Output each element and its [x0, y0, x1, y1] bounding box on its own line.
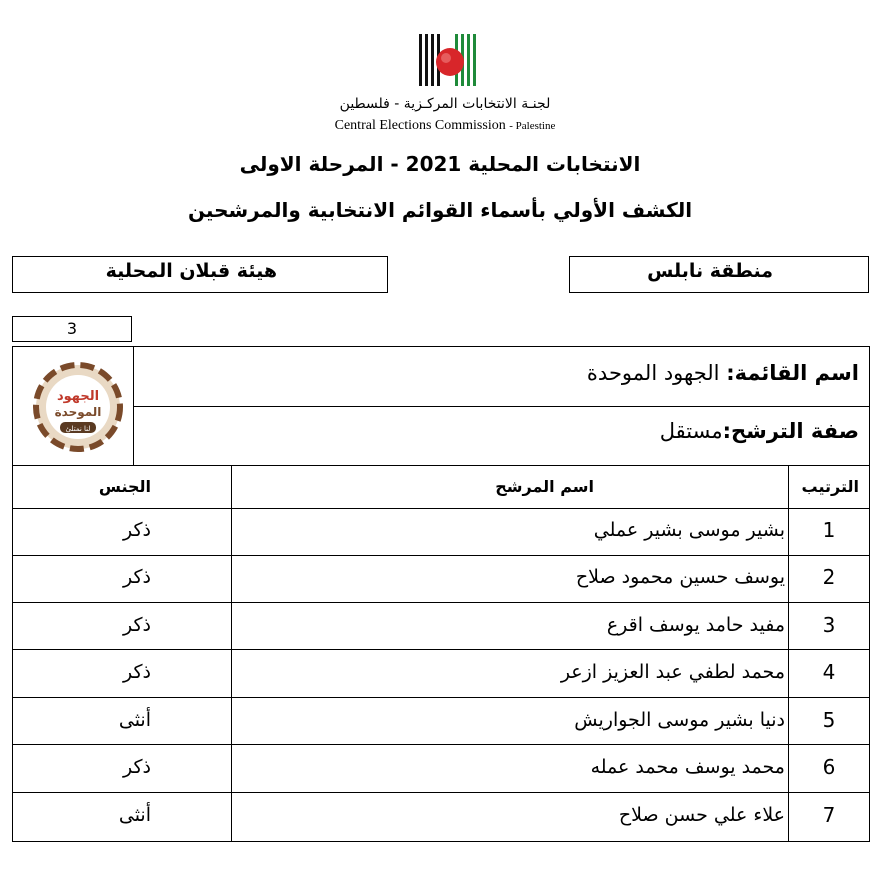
svg-text:لنا نمتلئ: لنا نمتلئ — [65, 425, 91, 433]
region-label: منطقة نابلس — [647, 260, 773, 282]
header-gender: الجنس — [98, 477, 151, 496]
header-name: اسم المرشح — [495, 477, 594, 496]
list-name: اسم القائمة: الجهود الموحدة — [586, 361, 859, 385]
candidacy-type: صفة الترشح:مستقل — [659, 419, 859, 443]
local-body-label: هيئة قبلان المحلية — [105, 260, 277, 282]
cec-logo-icon — [417, 30, 479, 90]
candidates-table: الجهود الموحدة لنا نمتلئ اسم القائمة: الجهود الموحدة صفة الترشح:مستقل الترتيب اسم المرشح الجنس 1 بشير موسى بشير عملي ذكر 2 يوسف حسين محمود صلاح ذكر 3 مفيد حامد يوسف اقرع ذكر 4 محمد لطفي عبد العزيز ازعر ذكر 5 دنيا بشير موسى الجواريش أنثى 6 محمد يوسف محمد عمله ذكر 7 علاء علي حسن صلاح أنثى — [12, 346, 870, 842]
document-subtitle: الكشف الأولي بأسماء القوائم الانتخابية والمرشحين — [187, 198, 693, 222]
svg-text:الموحدة: الموحدة — [54, 405, 102, 419]
org-name-english: Central Elections Commission - Palestine — [334, 118, 556, 133]
list-emblem-icon — [33, 362, 123, 452]
org-name-arabic: لجنـة الانتخابات المركـزية - فلسطين — [339, 96, 551, 112]
list-number: 3 — [12, 316, 132, 342]
svg-text:الجهود: الجهود — [56, 389, 100, 404]
header-order: الترتيب — [801, 477, 859, 496]
document-title: الانتخابات المحلية 2021 - المرحلة الاولى — [239, 152, 641, 176]
local-body-box — [12, 256, 388, 293]
region-box — [569, 256, 869, 293]
